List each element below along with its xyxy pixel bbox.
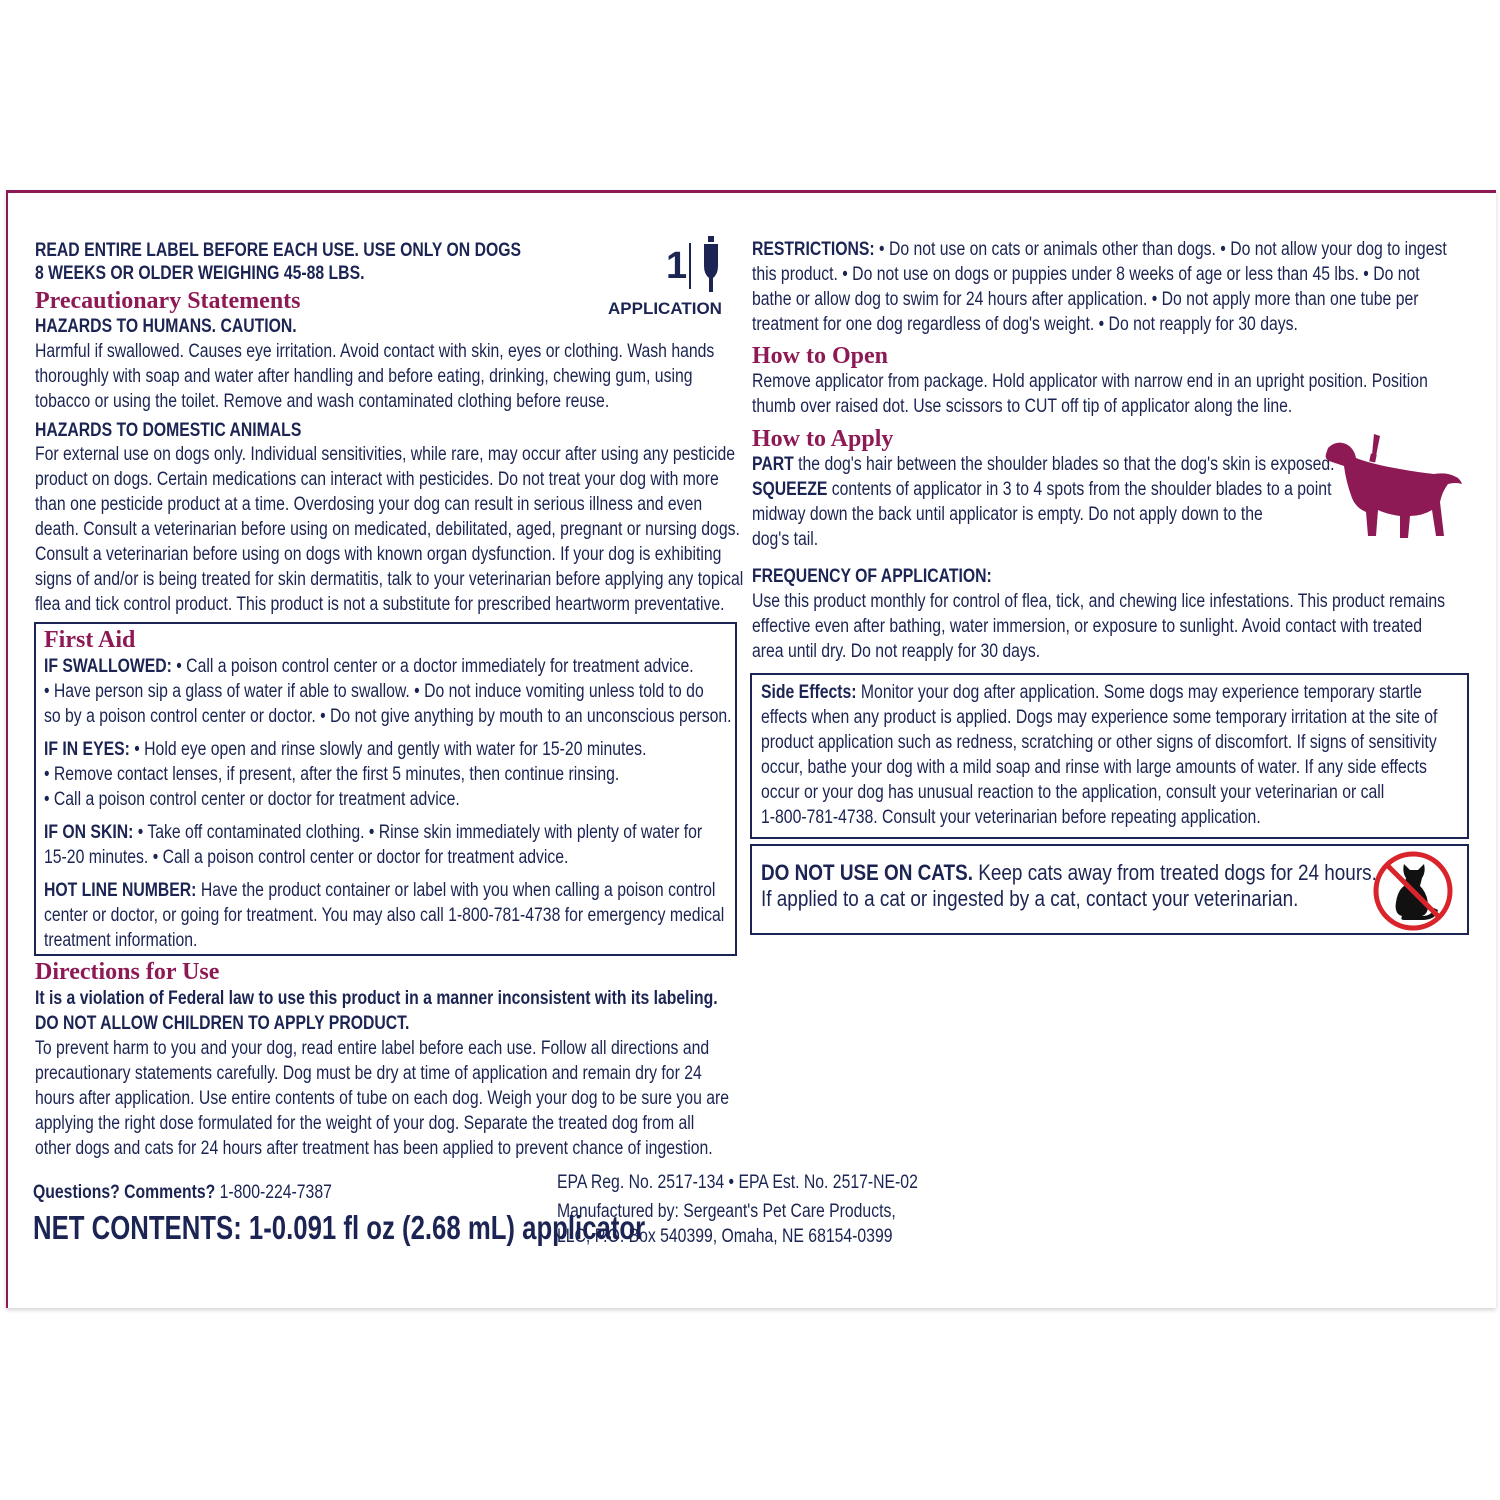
hotline-line: center or doctor, or going for treatment. You may also call 1-800-781-4738 for emergency medical: [44, 905, 725, 926]
animals-line: product on dogs. Certain medications can interact with pesticides. Do not treat your dog with more: [35, 469, 719, 490]
swallowed-line-1: [44, 654, 694, 679]
eyes-line: • Remove contact lenses, if present, after the first 5 minutes, then continue rinsing.: [44, 764, 620, 785]
directions-line: To prevent harm to you and your dog, read entire label before each use. Follow all directions and: [35, 1038, 710, 1059]
hotline-line-1: [44, 878, 715, 903]
swallowed-line: • Have person sip a glass of water if able to swallow. • Do not induce vomiting unless told to do: [44, 681, 704, 702]
side-effects-line-1: [761, 680, 1422, 705]
side-effects-text: Monitor your dog after application. Some dogs may experience temporary startle: [856, 682, 1422, 703]
how-to-apply-title: How to Apply: [752, 426, 894, 452]
squeeze-label: SQUEEZE: [752, 479, 828, 500]
part-label: PART: [752, 454, 794, 475]
manufacturer-line: Manufactured by: Sergeant's Pet Care Products,: [557, 1201, 896, 1222]
eyes-label: IF IN EYES:: [44, 739, 130, 760]
restrictions-line: this product. • Do not use on dogs or puppies under 8 weeks of age or less than 45 lbs. • Do not: [752, 264, 1420, 285]
animals-line: death. Consult a veterinarian before using on medicated, debilitated, aged, pregnant or nursing dogs.: [35, 519, 740, 540]
restrictions-text: • Do not use on cats or animals other than dogs. • Do not allow your dog to ingest: [874, 239, 1447, 260]
frequency-line: area until dry. Do not reapply for 30 days.: [752, 641, 1041, 662]
animals-line: Consult a veterinarian before using on dogs with known organ dysfunction. If your dog is exhibiting: [35, 544, 722, 565]
directions-line: applying the right dose formulated for the weight of your dog. Separate the treated dog from all: [35, 1113, 695, 1134]
application-divider: [689, 243, 691, 289]
side-effects-line: product application such as redness, scratching or other signs of discomfort. If signs of sensitivity: [761, 732, 1437, 753]
first-aid-title: First Aid: [44, 627, 136, 653]
animals-line: For external use on dogs only. Individual sensitivities, while rare, may occur after using any pesticide: [35, 444, 736, 465]
cats-warning-text: Keep cats away from treated dogs for 24 hours.: [972, 860, 1377, 885]
animals-line: signs of and/or is being treated for skin dermatitis, talk to your veterinarian before applying any topical: [35, 569, 744, 590]
swallowed-label: IF SWALLOWED:: [44, 656, 172, 677]
cats-warning-line-1: [761, 860, 1377, 886]
humans-line: tobacco or using the toilet. Remove and wash contaminated clothing before reuse.: [35, 391, 610, 412]
side-effects-label: Side Effects:: [761, 682, 857, 703]
hotline-label: HOT LINE NUMBER:: [44, 880, 197, 901]
skin-text: • Take off contaminated clothing. • Rinse skin immediately with plenty of water for: [133, 822, 703, 843]
how-to-open-line: Remove applicator from package. Hold applicator with narrow end in an upright position. Position: [752, 371, 1428, 392]
frequency-line: effective even after bathing, water immersion, or exposure to sunlight. Avoid contact with treated: [752, 616, 1423, 637]
swallowed-text: • Call a poison control center or a doctor immediately for treatment advice.: [171, 656, 694, 677]
directions-bold-line: It is a violation of Federal law to use this product in a manner inconsistent with its labeling.: [35, 988, 718, 1009]
hotline-text: Have the product container or label with you when calling a poison control: [196, 880, 716, 901]
humans-heading: HAZARDS TO HUMANS. CAUTION.: [35, 316, 297, 337]
frequency-line: Use this product monthly for control of flea, tick, and chewing lice infestations. This product remains: [752, 591, 1446, 612]
part-line: [752, 452, 1335, 477]
humans-line: thoroughly with soap and water after handling and before eating, drinking, chewing gum, using: [35, 366, 693, 387]
top-warning-line-1: READ ENTIRE LABEL BEFORE EACH USE. USE ONLY ON DOGS: [35, 240, 522, 261]
side-effects-line: effects when any product is applied. Dogs may experience some temporary irritation at the site of: [761, 707, 1438, 728]
side-effects-line: occur or your dog has unusual reaction to the application, consult your veterinarian or call: [761, 782, 1385, 803]
swallowed-line: so by a poison control center or doctor. • Do not give anything by mouth to an unconscious person.: [44, 706, 732, 727]
top-warning-line-2: 8 WEEKS OR OLDER WEIGHING 45-88 LBS.: [35, 263, 365, 284]
restrictions-line-1: [752, 237, 1447, 262]
applicator-tube-icon: [700, 236, 722, 296]
skin-line: 15-20 minutes. • Call a poison control center or doctor for treatment advice.: [44, 847, 569, 868]
restrictions-line: bathe or allow dog to swim for 24 hours after application. • Do not apply more than one tube per: [752, 289, 1419, 310]
dog-application-icon: [1322, 432, 1464, 544]
application-count: 1: [666, 245, 688, 287]
questions-line: [33, 1180, 332, 1205]
precautionary-title: Precautionary Statements: [35, 288, 301, 314]
directions-line: precautionary statements carefully. Dog must be dry at time of application and remain dry for 24: [35, 1063, 702, 1084]
how-to-apply-line: midway down the back until applicator is empty. Do not apply down to the: [752, 504, 1263, 525]
how-to-open-title: How to Open: [752, 343, 889, 369]
part-text: the dog's hair between the shoulder blades so that the dog's skin is exposed.: [793, 454, 1335, 475]
hotline-line: treatment information.: [44, 930, 198, 951]
animals-heading: HAZARDS TO DOMESTIC ANIMALS: [35, 420, 302, 441]
squeeze-line: [752, 477, 1331, 502]
animals-line: flea and tick control product. This product is not a substitute for prescribed heartworm preventative.: [35, 594, 725, 615]
cats-warning-label: DO NOT USE ON CATS.: [761, 860, 973, 885]
restrictions-label: RESTRICTIONS:: [752, 239, 875, 260]
side-effects-line: 1-800-781-4738. Consult your veterinarian before repeating application.: [761, 807, 1261, 828]
animals-line: than one pesticide product at a time. Overdosing your dog can result in serious illness and even: [35, 494, 703, 515]
restrictions-line: treatment for one dog regardless of dog's weight. • Do not reapply for 30 days.: [752, 314, 1298, 335]
application-label: APPLICATION: [608, 299, 722, 318]
directions-line: hours after application. Use entire contents of tube on each dog. Weigh your dog to be sure you are: [35, 1088, 730, 1109]
humans-line: Harmful if swallowed. Causes eye irritation. Avoid contact with skin, eyes or clothing. Wash hands: [35, 341, 715, 362]
directions-title: Directions for Use: [35, 959, 220, 985]
eyes-text: • Hold eye open and rinse slowly and gently with water for 15-20 minutes.: [129, 739, 647, 760]
skin-label: IF ON SKIN:: [44, 822, 134, 843]
net-contents: NET CONTENTS: 1-0.091 fl oz (2.68 mL) applicator: [33, 1209, 646, 1246]
skin-line-1: [44, 820, 702, 845]
side-effects-line: occur, bathe your dog with a mild soap and rinse with large amounts of water. If any side effects: [761, 757, 1427, 778]
no-cats-icon: [1372, 850, 1454, 932]
manufacturer-line: LLC, P.O. Box 540399, Omaha, NE 68154-0399: [557, 1226, 893, 1247]
epa-numbers: EPA Reg. No. 2517-134 • EPA Est. No. 2517-NE-02: [557, 1172, 918, 1193]
questions-label: Questions? Comments?: [33, 1182, 216, 1203]
directions-line: other dogs and cats for 24 hours after treatment has been applied to prevent chance of ingestion.: [35, 1138, 713, 1159]
frequency-heading: FREQUENCY OF APPLICATION:: [752, 566, 992, 587]
directions-bold-line: DO NOT ALLOW CHILDREN TO APPLY PRODUCT.: [35, 1013, 410, 1034]
eyes-line-1: [44, 737, 646, 762]
how-to-open-line: thumb over raised dot. Use scissors to CUT off tip of applicator along the line.: [752, 396, 1293, 417]
squeeze-text: contents of applicator in 3 to 4 spots from the shoulder blades to a point: [827, 479, 1332, 500]
how-to-apply-line: dog's tail.: [752, 529, 819, 550]
eyes-line: • Call a poison control center or doctor for treatment advice.: [44, 789, 460, 810]
questions-phone: 1-800-224-7387: [215, 1182, 332, 1203]
cats-warning-line-2: If applied to a cat or ingested by a cat, contact your veterinarian.: [761, 886, 1299, 911]
